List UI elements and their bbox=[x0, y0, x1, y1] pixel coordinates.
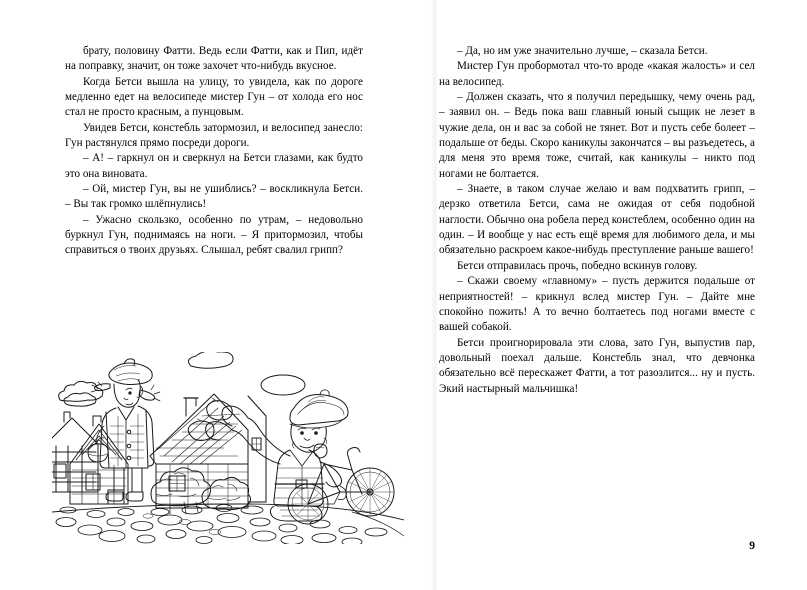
paragraph: – Знаете, в таком случае желаю и вам подхватить грипп, – дерзко ответила Бетси, сама не ожидая от себя подобной наглости. Обычно она робела перед констеблем, особенно один на один. – И вообще у нас есть ещё время для любимого дела, и мы обязательно раскроем какое-нибудь преступление раньше вашего! bbox=[439, 183, 755, 257]
cottage-house-far-left bbox=[52, 412, 98, 492]
cloud-icon bbox=[261, 375, 305, 395]
paragraph: – Да, но им уже значительно лучше, – сказала Бетси. bbox=[457, 45, 708, 57]
right-page-text-column bbox=[439, 44, 755, 397]
cloud-icon bbox=[188, 352, 233, 368]
paragraph: Мистер Гун пробормотал что-то вроде «какая жалость» и сел на велосипед. bbox=[439, 60, 755, 88]
paragraph: – Ой, мистер Гун, вы не ушиблись? – воскликнула Бетси. – Вы так громко шлёпнулись! bbox=[65, 183, 363, 211]
cottage-house-left bbox=[70, 416, 128, 504]
cobblestone-road bbox=[52, 504, 404, 544]
right-page bbox=[403, 0, 807, 590]
illustration-street-scene bbox=[52, 352, 404, 544]
left-page-text-column bbox=[65, 44, 363, 259]
paragraph: – Ужасно скользко, особенно по утрам, – недовольно буркнул Гун, поднимаясь на ноги. – Я притормозил, чтобы справиться о твоих друзьях. Слышал, ребят свалил грипп? bbox=[65, 213, 363, 257]
paragraph: – Скажи своему «главному» – пусть держится подальше от неприятностей! – крикнул вслед мистер Гун. – Дайте мне спокойно пожить! А то вечно болтаетесь под ногами вместе с вашей собакой. bbox=[439, 275, 755, 334]
paragraph: Бетси отправилась прочь, победно вскинув голову. bbox=[457, 259, 698, 272]
left-page bbox=[0, 0, 403, 590]
page-number: 9 bbox=[749, 540, 755, 552]
paragraph: Когда Бетси вышла на улицу, то увидела, как по дороге медленно едет на велосипеде мистер Гун – от холода его нос стал не просто красным, а пунцовым. bbox=[65, 75, 363, 119]
cloud-icon bbox=[59, 381, 103, 406]
paragraph: Увидев Бетси, констебль затормозил, и велосипед занесло: Гун растянулся прямо посреди дороги. bbox=[65, 121, 363, 150]
paragraph: Бетси проигнорировала эти слова, зато Гун, выпустив пар, довольный поехал дальше. Констебль знал, что девчонка обязательно всё перескажет Фатти, а тот разозлится... ну и пусть. Экий настырный мальчишка! bbox=[439, 336, 755, 395]
paragraph: брату, половину Фатти. Ведь если Фатти, как и Пип, идёт на поправку, значит, он тоже захочет что-нибудь вкусное. bbox=[65, 45, 363, 73]
paragraph: – А! – гаркнул он и сверкнул на Бетси глазами, как будто это она виновата. bbox=[65, 152, 363, 180]
paragraph: – Должен сказать, что я получил передышку, чему очень рад, – заявил он. – Ведь пока ваш главный юный сыщик не лезет в чужие дела, он и вас за собой не тянет. Вот и пусть себе болеет – подальше от беды. Скоро каникулы закончатся – вы разъедетесь, а для меня это время тоже, считай, как каникулы – никто под ногами не болтается. bbox=[439, 91, 755, 180]
fallen-constable-character bbox=[188, 390, 348, 521]
